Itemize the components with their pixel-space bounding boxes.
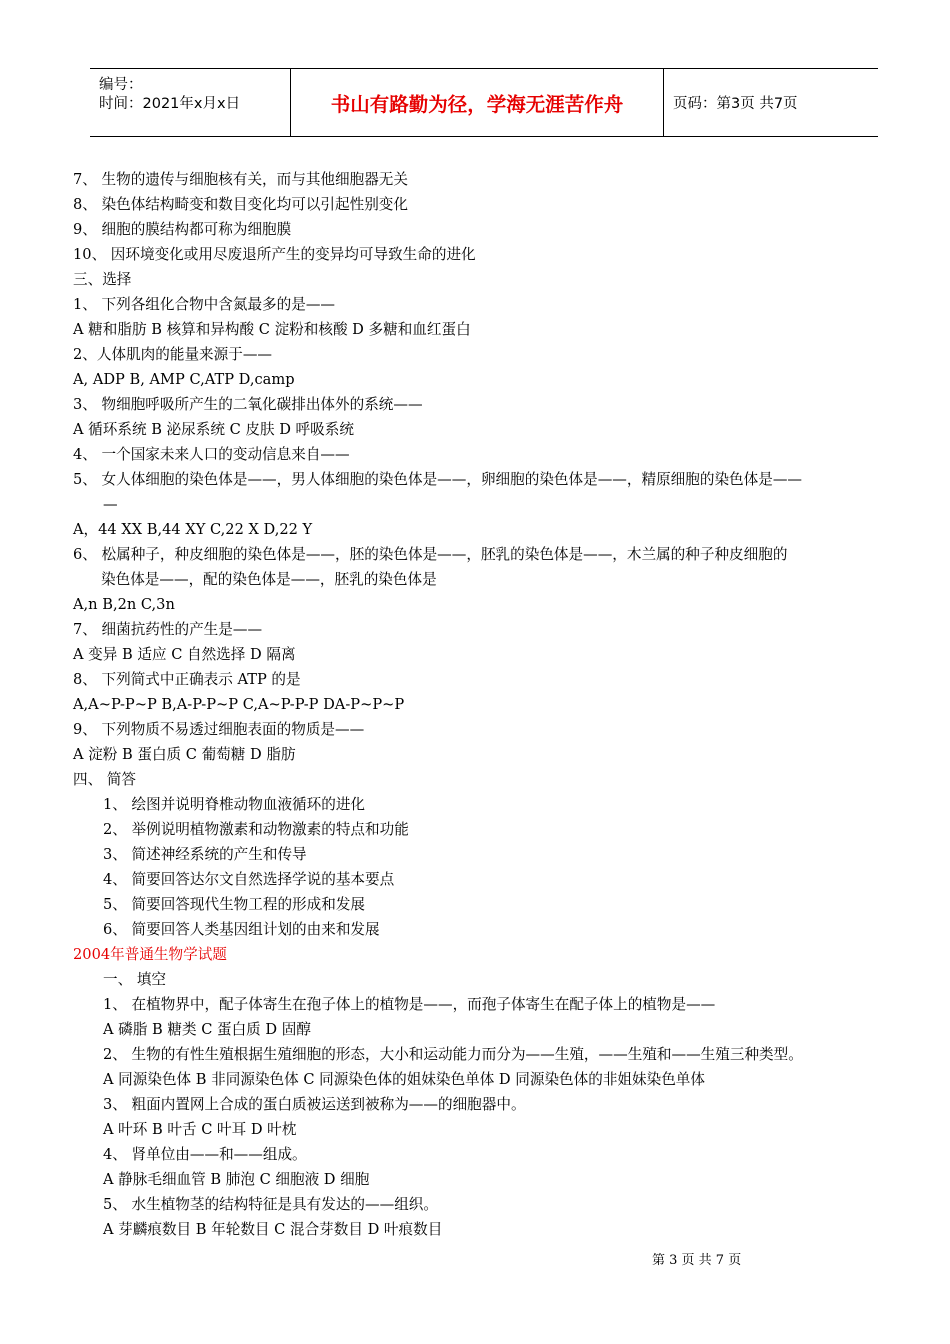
- text-line: A 糖和脂肪 B 核算和异构酸 C 淀粉和核酸 D 多糖和血红蛋白: [73, 321, 471, 338]
- text-line: 5、 简要回答现代生物工程的形成和发展: [103, 896, 366, 913]
- text-line: A 变异 B 适应 C 自然选择 D 隔离: [73, 646, 296, 663]
- text-line: 10、 因环境变化或用尽废退所产生的变异均可导致生命的进化: [73, 246, 476, 263]
- text-line: 7、 生物的遗传与细胞核有关，而与其他细胞器无关: [73, 171, 408, 188]
- page-header: [90, 68, 878, 137]
- text-line: A 淀粉 B 蛋白质 C 葡萄糖 D 脂肪: [73, 746, 296, 763]
- text-line: 5、 水生植物茎的结构特征是具有发达的——组织。: [103, 1196, 438, 1213]
- text-line: 6、 松属种子，种皮细胞的染色体是——，胚的染色体是——，胚乳的染色体是——，木兰属的种子种皮细胞的: [73, 546, 788, 563]
- time-label: 时间：2021年x月x日: [99, 96, 241, 112]
- text-line: 3、 粗面内置网上合成的蛋白质被运送到被称为——的细胞器中。: [103, 1096, 526, 1113]
- text-line: 1、 绘图并说明脊椎动物血液循环的进化: [103, 796, 366, 813]
- text-line: 7、 细菌抗药性的产生是——: [73, 621, 263, 638]
- header-page-label: 页码：第3页 共7页: [673, 96, 798, 112]
- text-line: 4、 一个国家未来人口的变动信息来自——: [73, 446, 350, 463]
- text-line: A,A~P-P~P B,A-P-P~P C,A~P-P-P DA-P~P~P: [73, 696, 405, 713]
- number-label: 编号：: [99, 77, 143, 93]
- header-motto: 书山有路勤为径，学海无涯苦作舟: [290, 69, 664, 136]
- text-line: A 静脉毛细血管 B 肺泡 C 细胞液 D 细胞: [103, 1171, 370, 1188]
- text-line: 8、 下列简式中正确表示 ATP 的是: [73, 671, 301, 688]
- text-line: 5、 女人体细胞的染色体是——，男人体细胞的染色体是——，卵细胞的染色体是——，精原细胞的染色体是——: [73, 471, 803, 488]
- text-line: 8、 染色体结构畸变和数目变化均可以引起性别变化: [73, 196, 408, 213]
- text-line: A,n B,2n C,3n: [73, 596, 175, 613]
- header-info: [90, 69, 290, 136]
- text-line: A 芽麟痕数目 B 年轮数目 C 混合芽数目 D 叶痕数目: [103, 1221, 443, 1238]
- text-line: 9、 细胞的膜结构都可称为细胞膜: [73, 221, 292, 238]
- text-line: A, ADP B, AMP C,ATP D,camp: [73, 371, 295, 388]
- text-line: 1、 下列各组化合物中含氮最多的是——: [73, 296, 336, 313]
- text-line: A 同源染色体 B 非同源染色体 C 同源染色体的姐妹染色单体 D 同源染色体的非姐妹染色单体: [103, 1071, 705, 1088]
- text-line: 3、 物细胞呼吸所产生的二氧化碳排出体外的系统——: [73, 396, 423, 413]
- text-line: A 叶环 B 叶舌 C 叶耳 D 叶枕: [103, 1121, 297, 1138]
- page-footer: 第 3 页 共 7 页: [652, 1253, 742, 1268]
- text-line: 1、 在植物界中，配子体寄生在孢子体上的植物是——，而孢子体寄生在配子体上的植物是——: [103, 996, 716, 1013]
- text-line: 染色体是——，配的染色体是——，胚乳的染色体是: [101, 571, 437, 588]
- text-line: 2、 举例说明植物激素和动物激素的特点和功能: [103, 821, 409, 838]
- section-title: 2004年普通生物学试题: [73, 946, 227, 963]
- text-line: 一、 填空: [103, 971, 167, 988]
- text-line: —: [103, 496, 118, 513]
- text-line: A，44 XX B,44 XY C,22 X D,22 Y: [73, 521, 313, 538]
- text-line: A 循环系统 B 泌尿系统 C 皮肤 D 呼吸系统: [73, 421, 354, 438]
- text-line: A 磷脂 B 糖类 C 蛋白质 D 固醇: [103, 1021, 311, 1038]
- text-line: 2、 生物的有性生殖根据生殖细胞的形态，大小和运动能力而分为——生殖，——生殖和——生殖三种类型。: [103, 1046, 803, 1063]
- text-line: 6、 简要回答人类基因组计划的由来和发展: [103, 921, 380, 938]
- text-line: 4、 肾单位由——和——组成。: [103, 1146, 307, 1163]
- text-line: 三、选择: [73, 271, 132, 288]
- text-line: 9、 下列物质不易透过细胞表面的物质是——: [73, 721, 365, 738]
- text-line: 3、 简述神经系统的产生和传导: [103, 846, 307, 863]
- text-line: 4、 简要回答达尔文自然选择学说的基本要点: [103, 871, 395, 888]
- text-line: 2、人体肌肉的能量来源于——: [73, 346, 273, 363]
- text-line: 四、 简答: [73, 771, 137, 788]
